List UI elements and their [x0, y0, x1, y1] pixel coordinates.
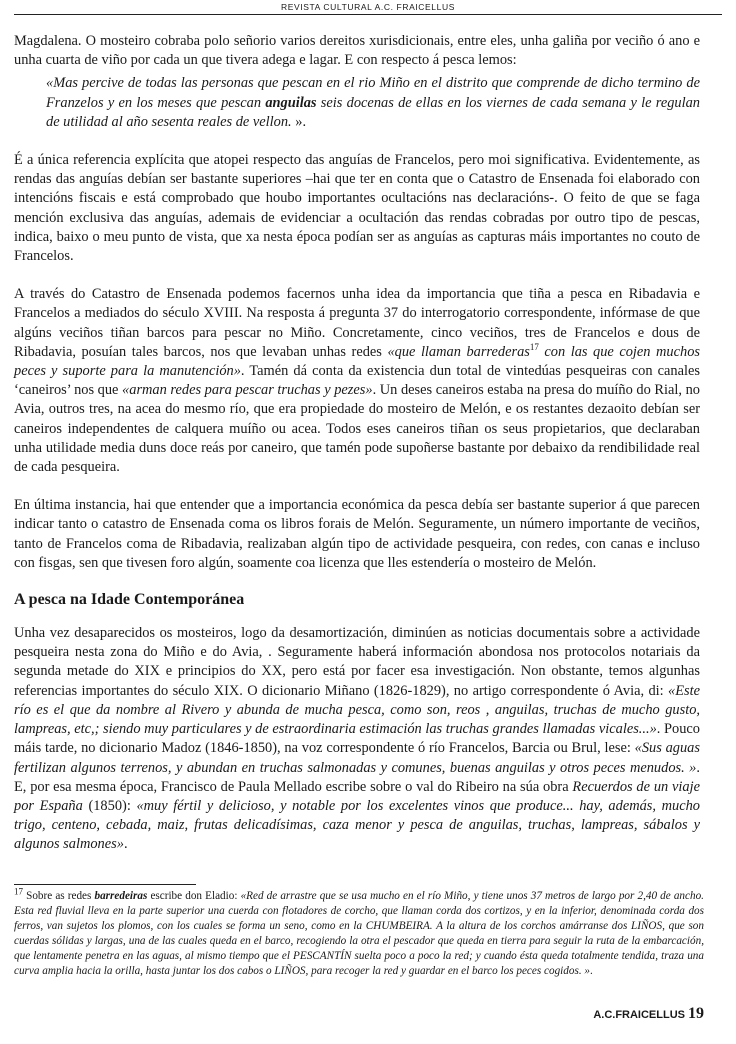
- paragraph: En última instancia, hai que entender que a importancia económica da pesca debía ser bastante superior á que parecen indicar tanto o catastro de Ensenada coma os libros forais de Melón. Seguramente, un número importante de veciños, tanto de Francelos coma de Ribadavia, realizaban algún tipo de actividade pesqueira, con redes, con canas e incluso con fisgas, sen que tivesen foro algún, soamente coa licenza que lles estendería o mosteiro de Melón.: [14, 497, 700, 571]
- footnote-divider: [14, 884, 196, 885]
- text-run: (1850):: [82, 797, 137, 814]
- main-text: [14, 32, 700, 874]
- page-number: 19: [688, 1005, 704, 1022]
- paragraph: [14, 624, 700, 854]
- text-run: .: [123, 836, 128, 853]
- block-quote: [46, 74, 700, 132]
- quote-bold-word: anguilas: [265, 94, 317, 111]
- italic-run: «arman redes para pescar truchas y pezes»: [122, 382, 373, 399]
- footnote-text: [14, 886, 704, 979]
- running-header: REVISTA CULTURAL A.C. FRAICELLUS: [14, 2, 722, 15]
- page-footer: [593, 1005, 704, 1023]
- italic-run: «muy fértil y delicioso, y notable por los excelentes vinos que produce... hay, además, mucho trigo, centeno, cebada, maiz, frutas delicadísimas, caza menor y pesca de anguilas, truchas, lampreas, sábalos y algunos salmones»: [14, 797, 700, 853]
- text-run: . Pouco máis tarde, no dicionario Madoz (1846-1850), na voz correspondente ó río Francelos, Barcia ou Brul, lese:: [14, 721, 700, 757]
- book-title: Recuerdos de un viaje por España: [14, 778, 700, 814]
- quote-text: Mas percive de todas las personas que pescan en el rio Miño en el distrito que comprende de dicho termino de Franzelos y en los meses que pescan: [46, 75, 700, 111]
- italic-run: «Red de arrastre que se usa mucho en el río Miño, y tiene unos 37 metros de largo por 2,40 de ancho. Esta red fluvial lleva en la parte superior una cuerda con flotadores de corcho, que llaman corda dos cortizos, y en la inferior, denominada corda dos ferros, van sujetos los plomos, con los cuales se forma un seno, como en la CHUMBEIRA. A la altura de los corchos amárranse dos LIÑOS, que son cuerdas sólidas y largas, una de las cuales queda en el barco, recogiendo la otra el pescador que queda en tierra para seguir la ruta de la embarcación, que lentamente penetra en las aguas, al mismo tiempo que el PESCANTÍN suelta poco a poco la red; y cuando ésta queda totalmente tendida, traza una curva amplia hacia la orilla, hasta juntar los dos cabos o LIÑOS, para recoger la red y guardar en el barco los peces cogidos. »: [14, 890, 704, 977]
- italic-run: «que llaman barrederas: [387, 343, 530, 360]
- text-run: . Tamén dá conta da existencia dun total de vintedúas pesqueiras con canales ‘caneiros’ nos que: [14, 363, 700, 399]
- text-run: . E, por esa mesma época, Francisco de Paula Mellado escribe sobre o val do Ribeiro na súa obra: [14, 759, 700, 795]
- paragraph: [14, 285, 700, 477]
- section-heading: A pesca na Idade Contemporánea: [14, 591, 245, 609]
- quote-mark: «: [46, 75, 54, 92]
- quote-mark: ».: [295, 113, 307, 130]
- text-run: Unha vez desaparecidos os mosteiros, logo da desamortización, diminúen as noticias documentais sobre a actividade pesqueira nesta zona do Miño e do Avia, . Seguramente haberá información abondosa nos protocolos notariais da segunda metade do XIX e principios do XX, pero está por facer esa investigación. Non obstante, temos algunhas referencias importantes do século XIX. O dicionario Miñano (1826-1829), no artigo correspondente ó Avia, di:: [14, 625, 700, 699]
- text-run: . Un deses caneiros estaba na presa do muíño do Rial, no Avia, outros tres, na acea do mesmo río, que era propiedade do mosteiro de Melón, e os restantes dezaoito debían ser caneiros independentes de calquera muíño ou acea. Todos eses caneiros tiñan os seus propietarios, que declaraban unha utilidade media duns doce reás por caneiro, que tamén pode supoñerse bastante por debaixo da rendibilidade real de cada pesqueira.: [14, 382, 700, 476]
- bold-term: barredeiras: [94, 890, 148, 902]
- italic-run: «Sus aguas fertilizan algunos terrenos, y abundan en truchas salmonadas y comunes, buenas anguilas y otros peces menudos. »: [14, 740, 700, 776]
- paragraph: Magdalena. O mosteiro cobraba polo señorio varios dereitos xurisdicionais, entre eles, unha galiña por veciño ó ano e unha cuarta de viño por cada un que tivera adega e lagar. E con respecto á pesca lemos:: [14, 33, 700, 69]
- paragraph: É a única referencia explícita que atopei respecto das anguías de Francelos, pero moi significativa. Evidentemente, as rendas das anguías debían ser bastante superiores –hai que ter en conta que o Catastro de Ensenada foi elaborado con intencións fiscais e está comprobado que houbo importantes ocultacións nas declaracións-. O feito de que se faga mención exclusiva das anguías, ademais de evidenciar a ocultación das rendas cobradas por outro tipo de pescas, indica, baixo o meu punto de vista, que xa nesta época podían ser as anguías as capturas máis importantes no couto de Francelos.: [14, 152, 700, 265]
- text-run: A través do Catastro de Ensenada podemos facernos unha idea da importancia que tiña a pesca en Ribadavia e Francelos a mediados do século XVIII. Na resposta á pregunta 37 do interrogatorio correspondente, infórmase de que algúns veciños tiñan barcos para pescar no Miño. Concretamente, cinco veciños, tres de Francelos e dous de Ribadavia, posuían tales barcos, nos que levaban unhas redes: [14, 286, 700, 360]
- italic-run: «Este río es el que da nombre al Rivero y abunda de mucha pesca, como son, reos , anguilas, truchas de mucho gusto, lampreas, etc,; siendo muy particulares y de estraordinaria estimación las truchas grandes llamadas vicales...»: [14, 682, 700, 738]
- text-run: Sobre as redes: [23, 890, 95, 902]
- text-run: .: [590, 965, 593, 977]
- quote-text: seis docenas de ellas en los viernes de cada semana y le regulan de utilidad al año sesenta reales de vellon.: [46, 94, 700, 130]
- footnote-reference[interactable]: 17: [529, 342, 539, 353]
- footnote-number: 17: [14, 886, 23, 897]
- footnote: [14, 886, 704, 979]
- italic-run: con las que cojen muchos peces y suporte para la manutención»: [14, 343, 700, 380]
- footer-publisher: A.C.FRAICELLUS: [593, 1009, 685, 1021]
- text-run: escribe don Eladio:: [147, 890, 241, 902]
